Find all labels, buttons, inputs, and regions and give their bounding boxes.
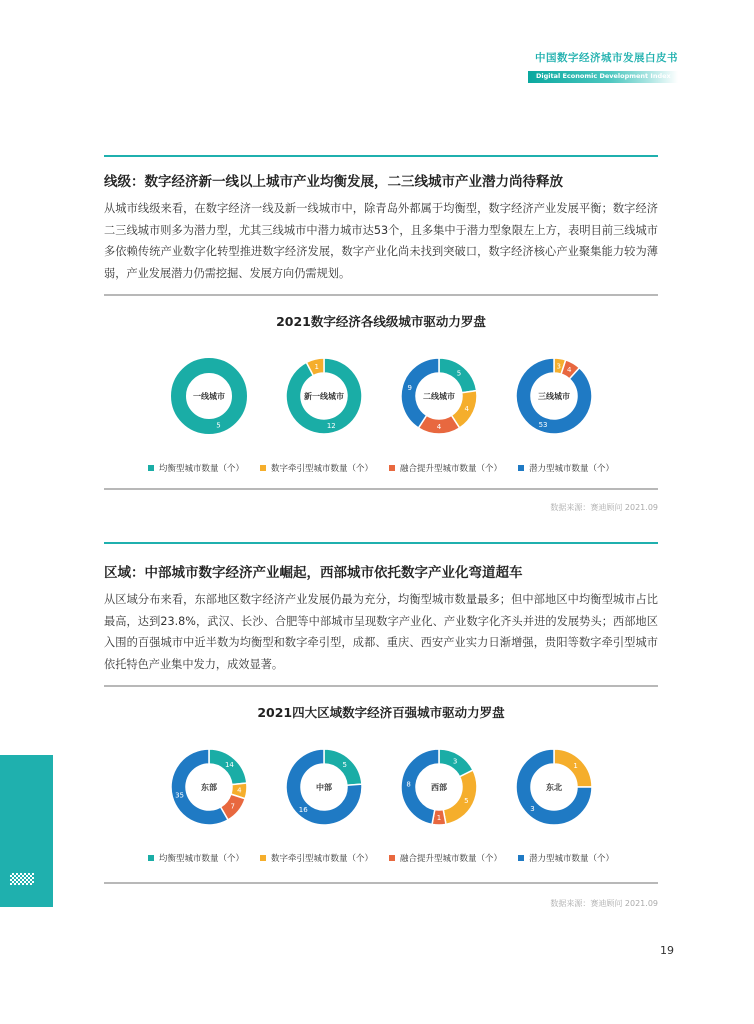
chart-1-donut-center-label: 三线城市 — [538, 392, 570, 401]
chart-2-legend-swatch — [518, 855, 524, 861]
section-2-top-bar — [104, 542, 658, 544]
chart-2-donut-center-label: 中部 — [316, 783, 332, 792]
side-decoration-block — [0, 755, 53, 907]
chart-2-slice-value-label: 5 — [464, 797, 469, 806]
chart-1-legend-label: 数字牵引型城市数量（个） — [270, 464, 373, 474]
chart-2-legend-swatch — [260, 855, 266, 861]
chart-1-slice-value-label: 9 — [407, 383, 412, 392]
header-subtitle: Digital Economic Development Index — [536, 72, 671, 80]
chart-2-slice-value-label: 14 — [224, 760, 234, 769]
chart-1-legend-item — [389, 462, 502, 474]
section-1-top-bar — [104, 155, 658, 157]
chart-2-donut-slice — [443, 770, 477, 824]
chart-1-legend-item — [260, 462, 373, 474]
chart-2-slice-value-label: 8 — [406, 780, 411, 789]
chart-1-slice-value-label: 3 — [556, 362, 562, 371]
chart-2-legend-item — [260, 852, 373, 864]
chart-1-source: 数据来源：赛迪顾问 2021.09 — [550, 503, 658, 512]
chart-1-slice-value-label: 1 — [314, 362, 319, 371]
chart-2-slice-value-label: 35 — [175, 791, 185, 800]
chart-1-legend-label: 均衡型城市数量（个） — [158, 464, 244, 474]
chart-2-legend-label: 潜力型城市数量（个） — [529, 854, 615, 864]
chart-2-slice-value-label: 4 — [237, 786, 242, 795]
chart-1-legend-label: 潜力型城市数量（个） — [529, 464, 615, 474]
chart-1-legend-swatch — [389, 465, 395, 471]
chart-2-top-rule — [104, 685, 658, 687]
chart-2-bottom-rule — [104, 882, 658, 884]
chart-1-donut-center-label: 一线城市 — [193, 392, 225, 401]
chart-2-donut-center-label: 东北 — [546, 783, 562, 792]
chart-1-slice-value-label: 4 — [464, 405, 469, 414]
chart-2-legend-item — [389, 852, 502, 864]
chart-1-legend-item — [518, 462, 614, 474]
chart-1-slice-value-label: 4 — [436, 423, 442, 431]
chart-1-donut-center-label: 二线城市 — [423, 392, 455, 401]
chart-1-legend — [104, 462, 658, 474]
running-header — [528, 50, 678, 83]
chart-2-slice-value-label: 3 — [452, 757, 458, 766]
chart-1-slice-value-label: 5 — [216, 421, 221, 430]
chart-2-slice-value-label: 1 — [436, 814, 442, 822]
chart-2-legend-item — [518, 852, 614, 864]
page-number: 19 — [660, 944, 674, 957]
chart-2-slice-value-label: 3 — [530, 805, 535, 814]
section-2-title: 区域：中部城市数字经济产业崛起，西部城市依托数字产业化弯道超车 — [104, 565, 523, 581]
header-subtitle-band — [528, 71, 678, 83]
chart-2-slice-value-label: 5 — [342, 761, 347, 770]
chart-1-title: 2021数字经济各线级城市驱动力罗盘 — [276, 314, 486, 329]
chart-1-bottom-rule — [104, 488, 658, 490]
checker-flag-icon — [10, 873, 34, 885]
chart-1-legend-swatch — [148, 465, 154, 471]
chart-2-legend-swatch — [389, 855, 395, 861]
chart-1-legend-label: 融合提升型城市数量（个） — [400, 464, 503, 474]
chart-2-source: 数据来源：赛迪顾问 2021.09 — [550, 899, 658, 908]
chart-2-legend-swatch — [148, 855, 154, 861]
chart-1-slice-value-label: 4 — [567, 366, 572, 375]
chart-2-slice-value-label: 16 — [298, 805, 308, 814]
chart-2-donuts — [104, 737, 658, 837]
section-1-title: 线级：数字经济新一线以上城市产业均衡发展，二三线城市产业潜力尚待释放 — [104, 174, 563, 190]
chart-2-donut-center-label: 西部 — [431, 783, 447, 792]
chart-1-legend-swatch — [260, 465, 266, 471]
header-title: 中国数字经济城市发展白皮书 — [535, 52, 678, 64]
chart-1-donut-center-label: 新一线城市 — [304, 392, 344, 401]
chart-2-title: 2021四大区域数字经济百强城市驱动力罗盘 — [257, 705, 505, 720]
chart-2-legend-label: 融合提升型城市数量（个） — [400, 854, 503, 864]
chart-2-slice-value-label: 1 — [573, 761, 578, 770]
chart-2-legend-label: 数字牵引型城市数量（个） — [270, 854, 373, 864]
chart-1-slice-value-label: 12 — [326, 422, 336, 431]
chart-1-legend-swatch — [518, 465, 524, 471]
chart-1-slice-value-label: 5 — [456, 369, 462, 378]
chart-2-legend — [104, 852, 658, 864]
chart-2-slice-value-label: 7 — [230, 802, 235, 811]
chart-1-top-rule — [104, 294, 658, 296]
chart-2-legend-label: 均衡型城市数量（个） — [158, 854, 244, 864]
chart-1-donuts — [104, 346, 658, 446]
chart-1-legend-item — [148, 462, 244, 474]
chart-1-slice-value-label: 53 — [538, 420, 548, 429]
chart-2-legend-item — [148, 852, 244, 864]
section-2-body: 从区域分布来看，东部地区数字经济产业发展仍最为充分，均衡型城市数量最多；但中部地区中均衡型城市占比最高，达到23.8%，武汉、长沙、合肥等中部城市呈现数字产业化、产业数字化齐头并进的发展势头；西部地区入围的百强城市中近半数为均衡型和数字牵引型，成都、重庆、西安产业实力日渐增强，贵阳等数字牵引型城市依托特色产业集中发力，成效显著。 — [104, 593, 658, 671]
chart-2-donut-center-label: 东部 — [201, 783, 217, 792]
section-1-body: 从城市线级来看，在数字经济一线及新一线城市中，除青岛外都属于均衡型，数字经济产业发展平衡；数字经济二三线城市则多为潜力型，尤其三线城市中潜力城市达53个，且多集中于潜力型象限左上方，表明目前三线城市多依赖传统产业数字化转型推进数字经济发展，数字产业化尚未找到突破口，数字经济核心产业聚集能力较为薄弱，产业发展潜力仍需挖掘、发展方向仍需规划。 — [104, 202, 658, 280]
